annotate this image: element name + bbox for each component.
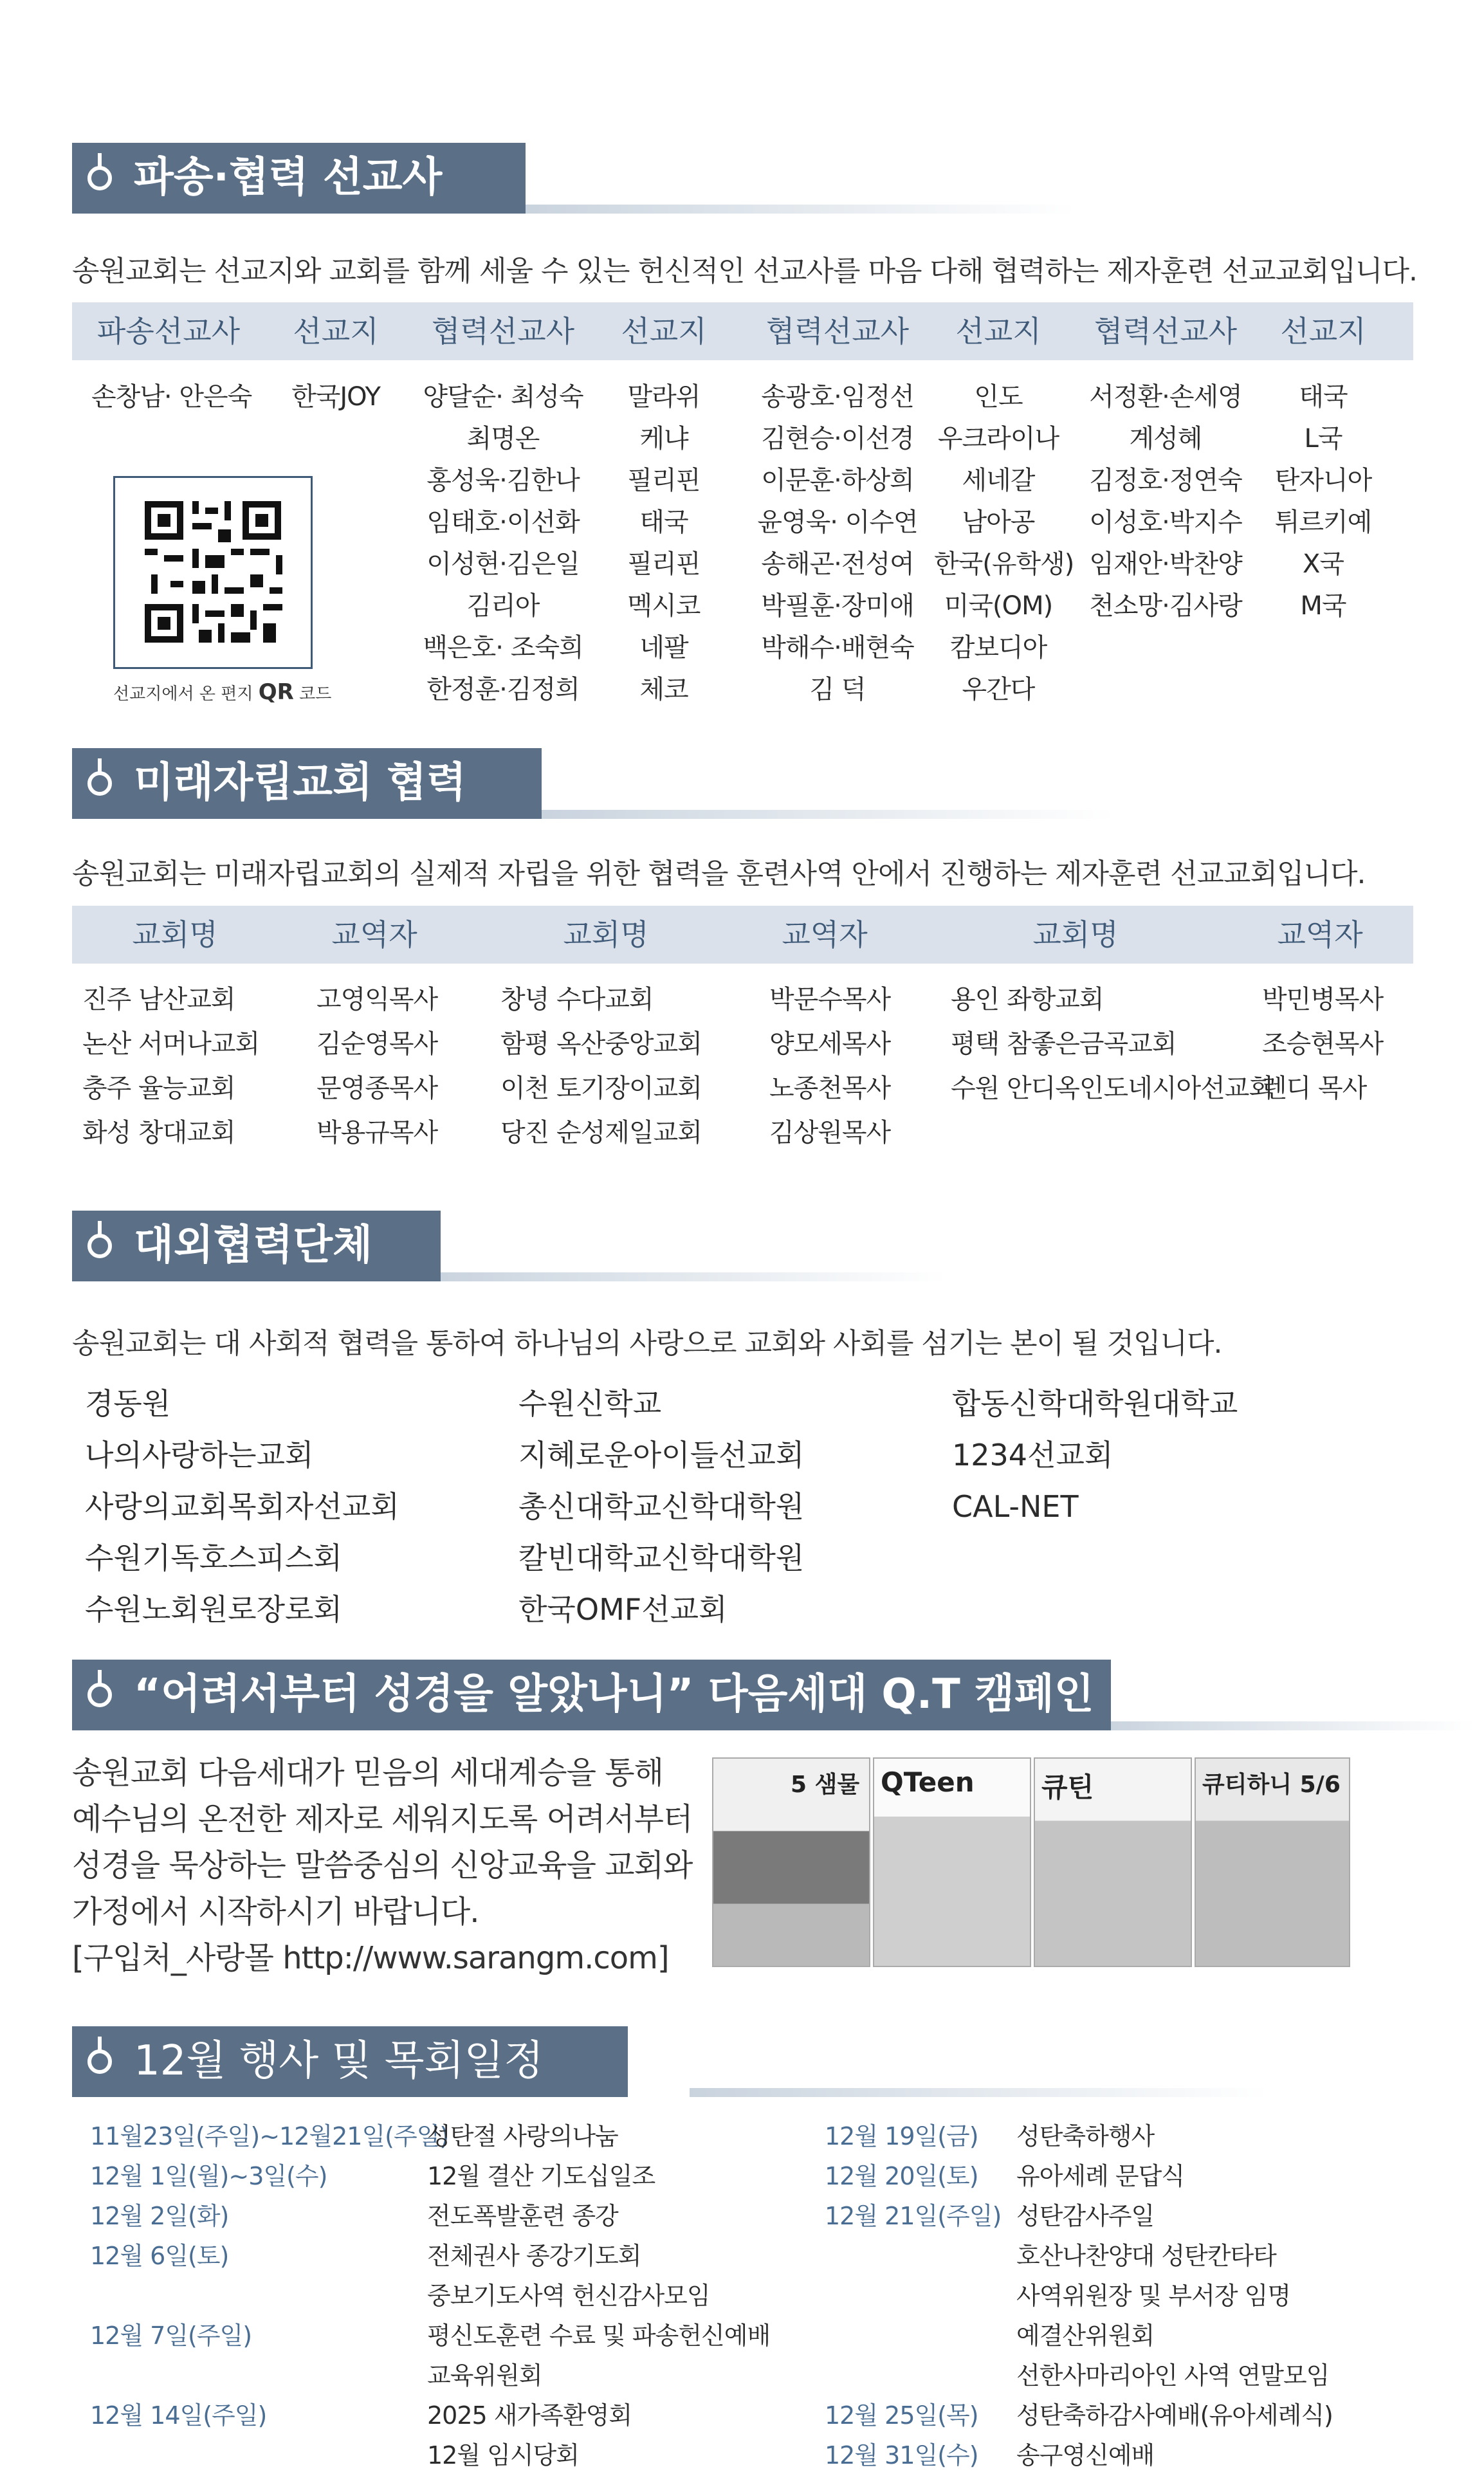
qr-caption: 선교지에서 온 편지 QR 코드 (113, 679, 332, 705)
header-pastor: 교역자 (782, 917, 868, 952)
header-church: 교회명 (1032, 917, 1119, 952)
header-pastor: 교역자 (331, 917, 417, 952)
header-partner: 협력선교사 (1094, 314, 1238, 349)
missionaries-table-header (72, 302, 1413, 360)
section-marker-icon (87, 1234, 112, 1258)
qr-code-icon (115, 478, 311, 667)
future-church-table-header (72, 906, 1413, 964)
section-title: 대외협력단체 (134, 1222, 372, 1269)
pastor-list-3: 박민병목사 조승현목사 렌디 목사 (1262, 985, 1384, 1103)
org-list-1: 경동원 나의사랑하는교회 사랑의교회목회자선교회 수원기독호스피스회 수원노회원로장로회 (85, 1386, 399, 1627)
event-dates-left: 11월23일(주일)~12월21일(주일) 12월 1일(월)~3일(수) 12월 2일(화) 12월 6일(토) 12월 7일(주일) 12월 14일(주일) (90, 2122, 449, 2430)
header-church: 교회명 (132, 917, 218, 952)
missionaries-intro: 송원교회는 선교지와 교회를 함께 세울 수 있는 헌신적인 선교사를 마음 다해 협력하는 제자훈련 선교교회입니다. (72, 255, 1417, 288)
partner-names-1: 양달순· 최성숙 최명온 홍성욱·김한나 임태호·이선화 이성현·김은일 김리아 백은호· 조숙희 한정훈·김정희 (423, 382, 583, 704)
external-intro: 송원교회는 대 사회적 협력을 통하여 하나님의 사랑으로 교회와 사회를 섬기는 본이 될 것입니다. (72, 1327, 1222, 1360)
sent-missionary: 손창남· 안은숙 (91, 382, 252, 412)
partner-fields-2: 인도 우크라이나 세네갈 남아공 한국(유학생) 미국(OM) 캄보디아 우간다 (934, 382, 1074, 704)
church-list-3: 용인 좌항교회 평택 참좋은금곡교회 수원 안디옥인도네시아선교회 (951, 985, 1274, 1103)
event-descriptions-left: 성탄절 사랑의나눔 12월 결산 기도십일조 전도폭발훈련 종강 전체권사 종강기도회 중보기도사역 헌신감사모임 평신도훈련 수료 및 파송헌신예배 교육위원회 2025 새가족환영회 12월 임시당회 (427, 2122, 771, 2469)
header-partner: 협력선교사 (765, 314, 910, 349)
qt-cover-saemmul[interactable]: 5 샘물 (712, 1757, 870, 1967)
qt-cover-kyutin[interactable]: 큐틴 (1034, 1757, 1192, 1967)
qt-cover-kyutihani[interactable]: 큐티하니 5/6 (1195, 1757, 1350, 1967)
section-title: 12월 행사 및 목회일정 (134, 2037, 544, 2085)
church-list-2: 창녕 수다교회 함평 옥산중앙교회 이천 토기장이교회 당진 순성제일교회 (500, 985, 702, 1148)
future-church-intro: 송원교회는 미래자립교회의 실제적 자립을 위한 협력을 훈련사역 안에서 진행하는 제자훈련 선교교회입니다. (72, 857, 1366, 890)
header-field: 선교지 (621, 314, 707, 349)
section-title: “어려서부터 성경을 알았나니” 다음세대 Q.T 캠페인 (134, 1671, 1094, 1718)
section-marker-icon (87, 166, 112, 190)
partner-names-3: 서정환·손세영 계성혜 김정호·정연숙 이성호·박지수 임재안·박찬양 천소망·김사랑 (1089, 382, 1242, 621)
org-list-3: 합동신학대학원대학교 1234선교회 CAL-NET (952, 1386, 1238, 1524)
header-field: 선교지 (1280, 314, 1366, 349)
pastor-list-2: 박문수목사 양모세목사 노종천목사 김상원목사 (769, 985, 891, 1148)
event-descriptions-right: 성탄축하행사 유아세례 문답식 성탄감사주일 호산나찬양대 성탄칸타타 사역위원장 및 부서장 임명 예결산위원회 선한사마리아인 사역 연말모임 성탄축하감사예배(유아세례식) 송구영신예배 (1016, 2122, 1333, 2469)
header-church: 교회명 (563, 917, 649, 952)
event-dates-right: 12월 19일(금) 12월 20일(토) 12월 21일(주일) 12월 25일(목) 12월 31일(수) (825, 2122, 1002, 2469)
partner-names-2: 송광호·임정선 김현승·이선경 이문훈·하상희 윤영욱· 이수연 송해곤·전성여 박필훈·장미애 박해수·배현숙 김 덕 (757, 382, 918, 704)
section-marker-icon (87, 1683, 112, 1707)
church-list-1: 진주 남산교회 논산 서머나교회 충주 율능교회 화성 창대교회 (82, 985, 260, 1148)
qt-description: 송원교회 다음세대가 믿음의 세대계승을 통해 예수님의 온전한 제자로 세워지도록 어려서부터 성경을 묵상하는 말씀중심의 신앙교육을 교회와 가정에서 시작하시기 바랍니다. [구입처_사랑몰 http://www.sarangm.com] (72, 1750, 692, 1981)
partner-fields-1: 말라위 케냐 필리핀 태국 필리핀 멕시코 네팔 체코 (627, 382, 701, 704)
qt-cover-qteen[interactable]: QTeen (873, 1757, 1031, 1967)
pastor-list-1: 고영익목사 김순영목사 문영종목사 박용규목사 (316, 985, 438, 1148)
header-field: 선교지 (293, 314, 379, 349)
org-list-2: 수원신학교 지혜로운아이들선교회 총신대학교신학대학원 칼빈대학교신학대학원 한국OMF선교회 (518, 1386, 805, 1627)
qr-code[interactable] (113, 476, 313, 669)
section-marker-icon (87, 2049, 112, 2074)
header-sent: 파송선교사 (96, 314, 241, 349)
purchase-link[interactable]: [구입처_사랑몰 http://www.sarangm.com] (72, 1940, 669, 1976)
sent-field: 한국JOY (291, 382, 380, 412)
section-title: 파송·협력 선교사 (134, 154, 443, 201)
partner-fields-3: 태국 L국 탄자니아 튀르키예 X국 M국 (1274, 382, 1372, 621)
header-field: 선교지 (955, 314, 1041, 349)
header-partner: 협력선교사 (431, 314, 575, 349)
section-marker-icon (87, 771, 112, 796)
header-pastor: 교역자 (1277, 917, 1363, 952)
section-title: 미래자립교회 협력 (134, 759, 466, 807)
